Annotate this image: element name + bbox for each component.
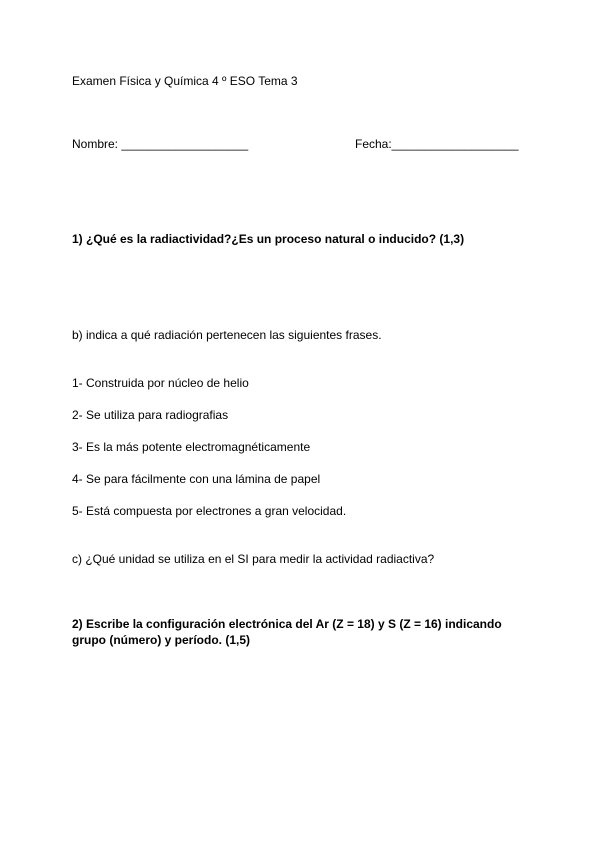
list-item: 4- Se para fácilmente con una lámina de papel (72, 472, 321, 486)
list-item: 3- Es la más potente electromagnéticamente (72, 440, 311, 454)
question-1-part-b: b) indica a qué radiación pertenecen las siguientes frases. (72, 328, 382, 342)
list-item: 1- Construida por núcleo de helio (72, 376, 249, 390)
date-field: Fecha:___________________ (355, 137, 519, 151)
question-1-part-c: c) ¿Qué unidad se utiliza en el SI para medir la actividad radiactiva? (72, 552, 435, 566)
question-1: 1) ¿Qué es la radiactividad?¿Es un proceso natural o inducido? (1,3) (72, 232, 465, 246)
name-field: Nombre: ___________________ (72, 137, 249, 151)
question-2: 2) Escribe la configuración electrónica del Ar (Z = 18) y S (Z = 16) indicando grupo (número) y período. (1,5) (72, 617, 502, 647)
exam-title: Examen Física y Química 4 º ESO Tema 3 (72, 74, 298, 88)
list-item: 2- Se utiliza para radiografias (72, 408, 229, 422)
list-item: 5- Está compuesta por electrones a gran velocidad. (72, 504, 347, 518)
